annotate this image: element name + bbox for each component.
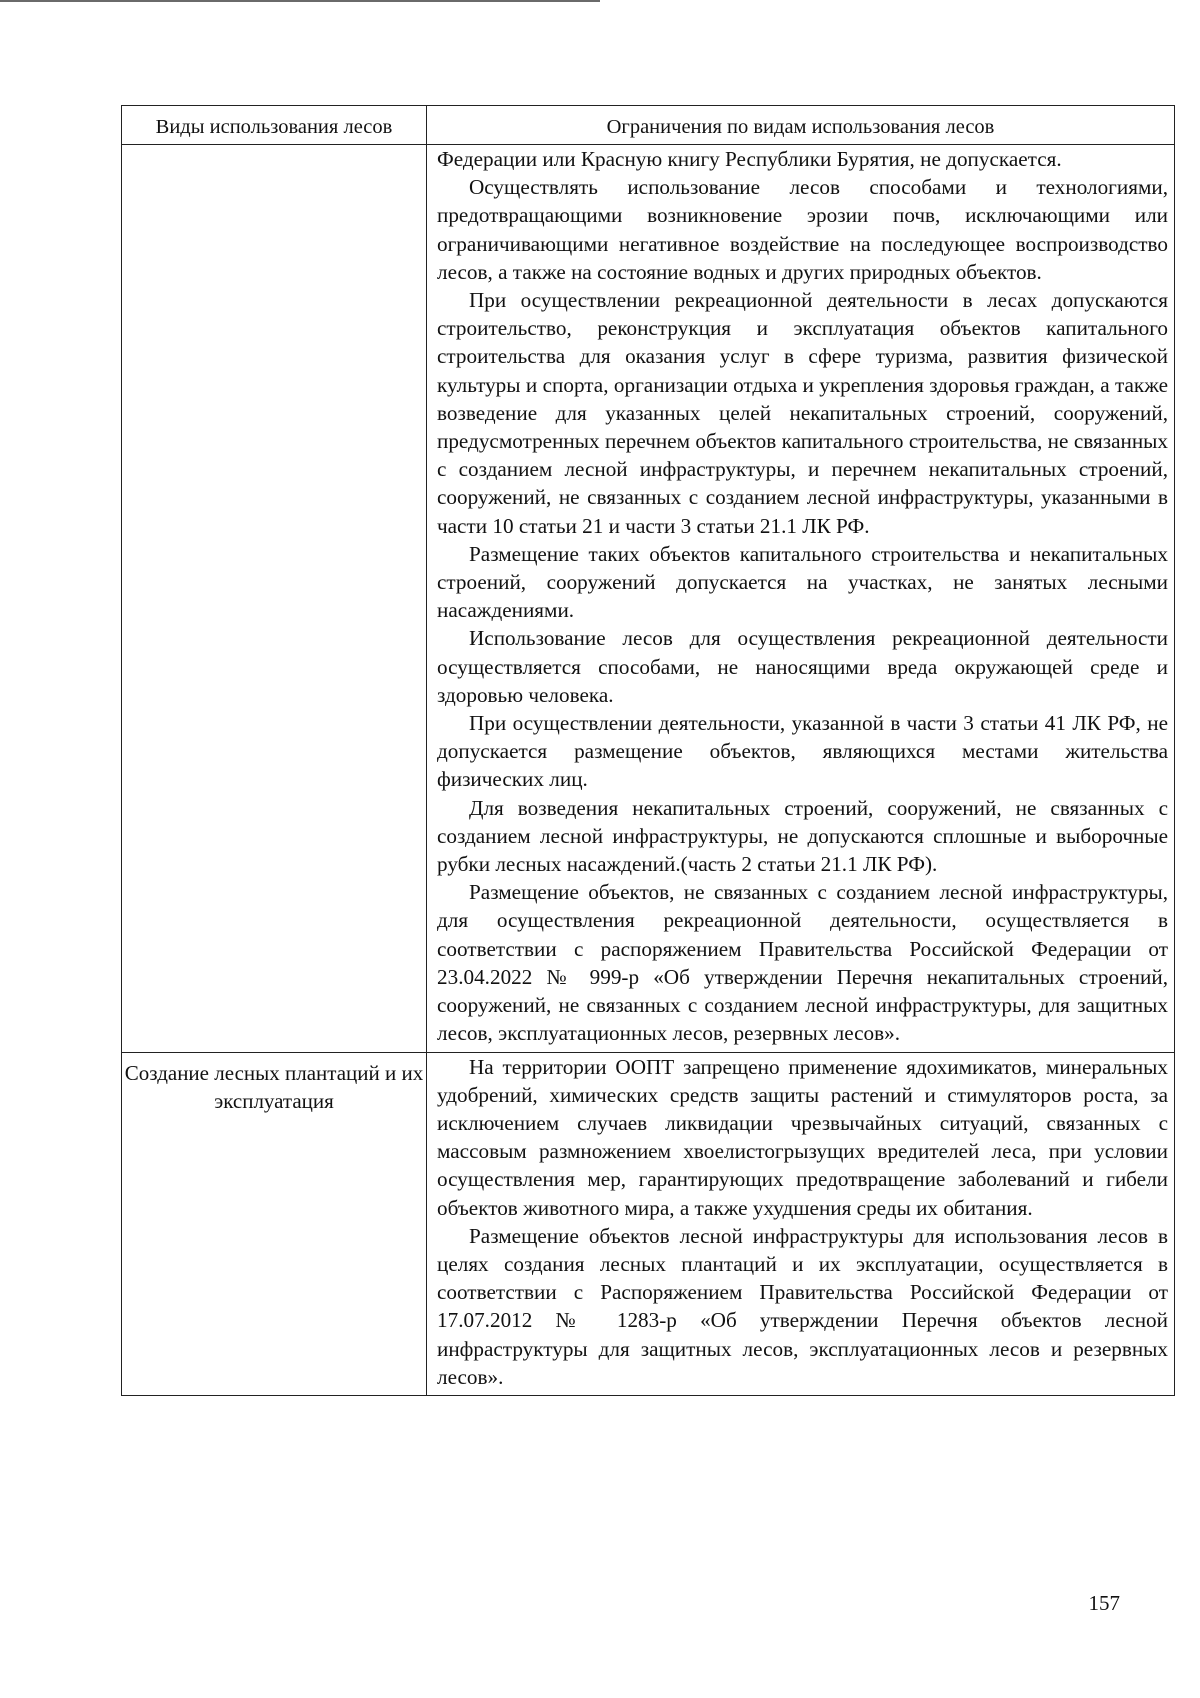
header-restrictions: Ограничения по видам использования лесов — [427, 106, 1175, 145]
page-number: 157 — [1088, 1591, 1120, 1615]
table-row — [122, 1052, 1175, 1395]
forest-use-type-cell: Создание лесных плантаций и их эксплуатация — [122, 1052, 427, 1395]
restriction-paragraph: Осуществлять использование лесов способами и технологиями, предотвращающими возникновение эрозии почв, исключающими или ограничивающими негативное воздействие на последующее воспроизводство лесов, а также на состояние водных и других природных объектов. — [437, 175, 1168, 284]
restriction-paragraph: Размещение объектов, не связанных с созданием лесной инфраструктуры, для осуществления рекреационной деятельности, осуществляется в соответствии с распоряжением Правительства Российской Федерации от 23.04.2022 № 999-р «Об утверждении Перечня некапитальных строений, сооружений, не связанных с созданием лесной инфраструктуры, для защитных лесов, эксплуатационных лесов, резервных лесов». — [437, 880, 1168, 1046]
restriction-paragraph: Для возведения некапитальных строений, сооружений, не связанных с созданием лесной инфраструктуры, не допускаются сплошные и выборочные рубки лесных насаждений.(часть 2 статьи 21.1 ЛК РФ). — [437, 795, 1168, 877]
restriction-paragraph: На территории ООПТ запрещено применение ядохимикатов, минеральных удобрений, химических средств защиты растений и стимуляторов роста, за исключением случаев ликвидации чрезвычайных ситуаций, связанных с массовым размножением хвоелистогрызущих вредителей леса, при условии осуществления мер, гарантирующих предотвращение заболеваний и гибели объектов животного мира, а также ухудшения среды их обитания. — [437, 1054, 1168, 1220]
restriction-paragraph: При осуществлении рекреационной деятельности в лесах допускаются строительство, реконструкция и эксплуатация объектов капитального строительства для оказания услуг в сфере туризма, развития физической культуры и спорта, организации отдыха и укрепления здоровья граждан, а также возведение для указанных целей некапитальных строений, сооружений, предусмотренных перечнем объектов капитального строительства, не связанных с созданием лесной инфраструктуры, и перечнем некапитальных строений, сооружений, не связанных с созданием лесной инфраструктуры, указанными в части 10 статьи 21 и части 3 статьи 21.1 ЛК РФ. — [437, 288, 1168, 538]
restrictions-cell — [427, 145, 1175, 1053]
forest-use-type-cell — [122, 145, 427, 1053]
restriction-paragraph: Использование лесов для осуществления рекреационной деятельности осуществляется способами, не наносящими вреда окружающей среде и здоровью человека. — [437, 626, 1168, 707]
restriction-paragraph: При осуществлении деятельности, указанной в части 3 статьи 41 ЛК РФ, не допускается размещение объектов, являющихся местами жительства физических лиц. — [437, 711, 1168, 792]
restriction-paragraph: Федерации или Красную книгу Республики Бурятия, не допускается. — [437, 147, 1062, 171]
table-row — [122, 145, 1175, 1053]
restriction-paragraph: Размещение объектов лесной инфраструктуры для использования лесов в целях создания лесных плантаций и их эксплуатации, осуществляется в соответствии с Распоряжением Правительства Российской Федерации от 17.07.2012 № 1283-р «Об утверждении Перечня объектов лесной инфраструктуры для защитных лесов, эксплуатационных лесов и резервных лесов». — [437, 1223, 1168, 1389]
restrictions-table — [121, 105, 1175, 1396]
table-header-row — [122, 106, 1175, 145]
scan-edge-line — [0, 0, 600, 2]
restriction-paragraph: Размещение таких объектов капитального строительства и некапитальных строений, сооружений допускается на участках, не занятых лесными насаждениями. — [437, 541, 1168, 623]
restrictions-cell — [427, 1052, 1175, 1395]
header-forest-use-types: Виды использования лесов — [122, 106, 427, 145]
